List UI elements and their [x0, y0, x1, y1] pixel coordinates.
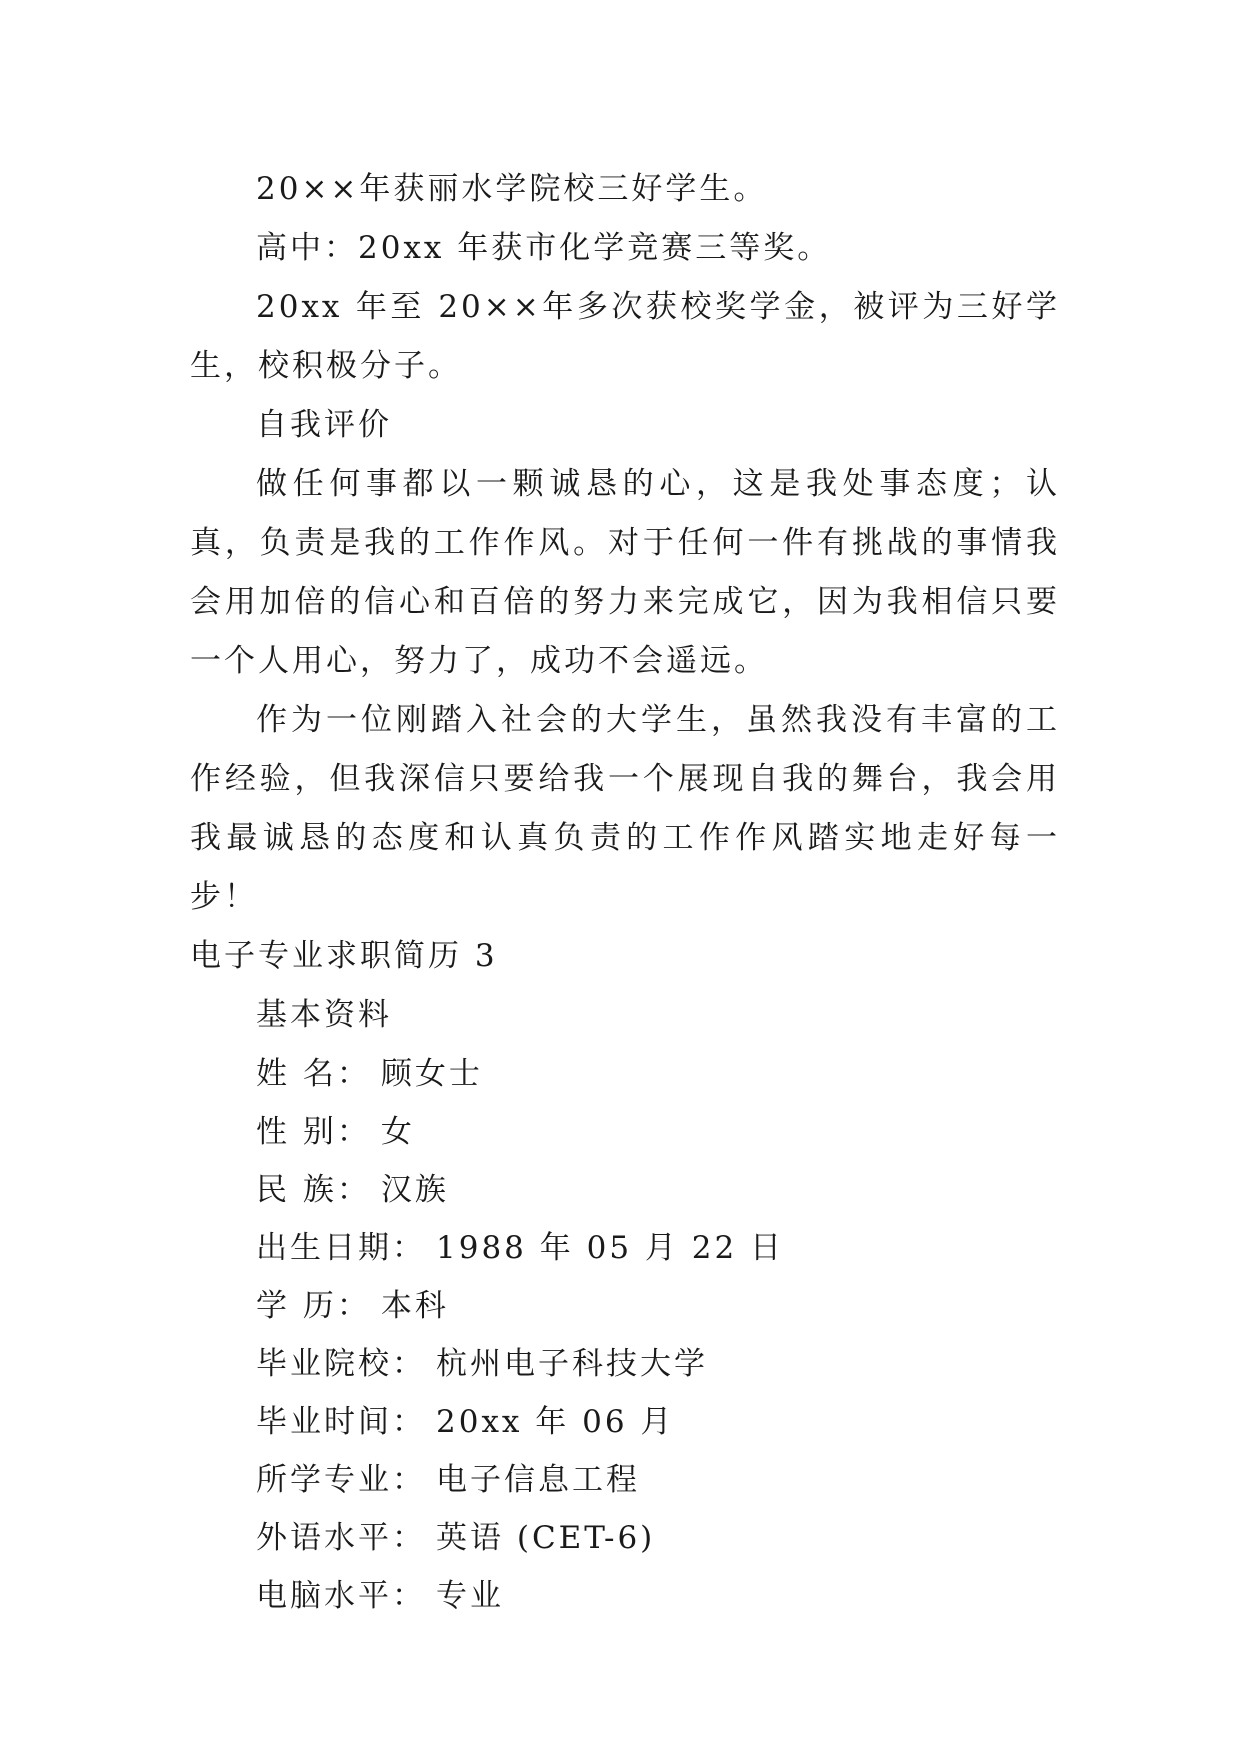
info-row-gender [190, 1103, 1060, 1161]
award-line: 20××年获丽水学院校三好学生。 [256, 171, 768, 207]
field-value: 1988 年 05 月 22 日 [436, 1230, 785, 1266]
field-value: 汉族 [380, 1172, 449, 1208]
field-label: 出生日期： [256, 1230, 426, 1266]
field-value: 英语 (CET-6) [436, 1520, 656, 1556]
resume-title: 电子专业求职简历 3 [190, 938, 498, 974]
field-label: 所学专业： [256, 1462, 426, 1498]
basic-info-list [190, 1045, 1060, 1625]
info-row-graduation-date [190, 1393, 1060, 1451]
info-row-computer-level [190, 1567, 1060, 1625]
field-label: 民 族： [256, 1172, 371, 1208]
field-value: 20xx 年 06 月 [436, 1404, 675, 1440]
info-row-birthdate [190, 1219, 1060, 1277]
field-label: 外语水平： [256, 1520, 426, 1556]
field-label: 性 别： [256, 1114, 371, 1150]
field-value: 电子信息工程 [436, 1462, 640, 1498]
award-paragraph: 20xx 年至 20××年多次获校奖学金，被评为三好学生，校积极分子。 [190, 289, 1060, 384]
section-heading-self-evaluation: 自我评价 [256, 407, 392, 443]
info-row-education [190, 1277, 1060, 1335]
field-label: 学 历： [256, 1288, 371, 1324]
info-row-school [190, 1335, 1060, 1393]
field-value: 本科 [380, 1288, 449, 1324]
info-row-name [190, 1045, 1060, 1103]
field-label: 电脑水平： [256, 1578, 426, 1614]
info-row-major [190, 1451, 1060, 1509]
info-row-language-level [190, 1509, 1060, 1567]
info-row-ethnicity [190, 1161, 1060, 1219]
self-evaluation-paragraph: 作为一位刚踏入社会的大学生，虽然我没有丰富的工作经验，但我深信只要给我一个展现自我的舞台，我会用我最诚恳的态度和认真负责的工作作风踏实地走好每一步！ [190, 702, 1060, 915]
document-page [190, 160, 1060, 1625]
field-value: 女 [380, 1114, 415, 1150]
field-label: 毕业院校： [256, 1346, 426, 1382]
field-value: 顾女士 [380, 1056, 483, 1092]
self-evaluation-paragraph: 做任何事都以一颗诚恳的心，这是我处事态度；认真，负责是我的工作作风。对于任何一件有挑战的事情我会用加倍的信心和百倍的努力来完成它，因为我相信只要一个人用心，努力了，成功不会遥远。 [190, 466, 1060, 679]
section-heading-basic-info: 基本资料 [256, 997, 392, 1033]
field-value: 专业 [436, 1578, 504, 1614]
award-line: 高中：20xx 年获市化学竞赛三等奖。 [256, 230, 832, 266]
field-label: 毕业时间： [256, 1404, 426, 1440]
field-value: 杭州电子科技大学 [436, 1346, 708, 1382]
field-label: 姓 名： [256, 1056, 371, 1092]
